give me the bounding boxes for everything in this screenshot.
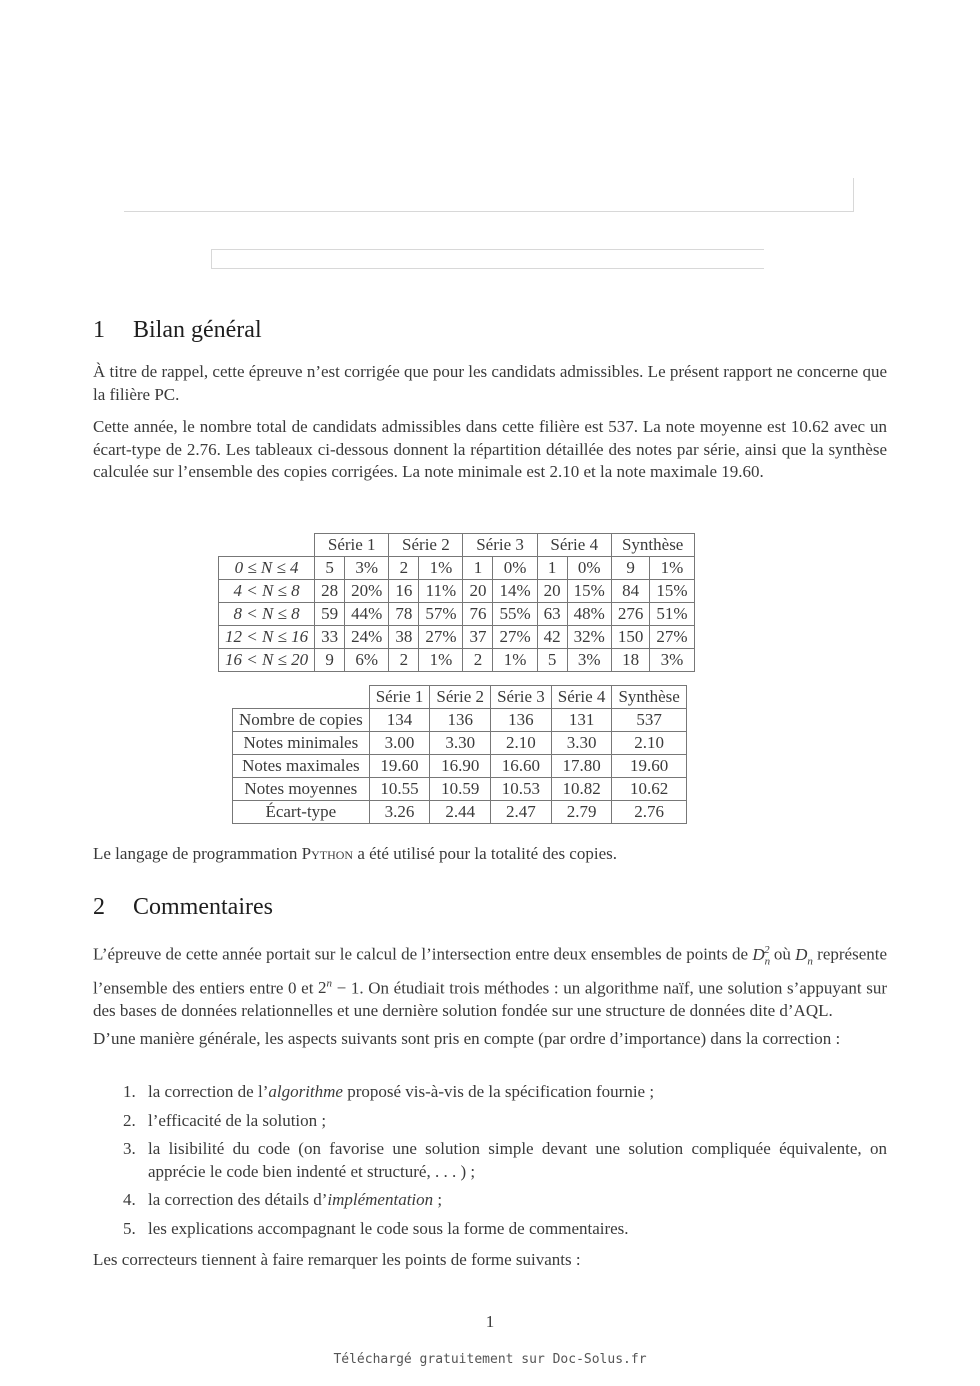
table-cell: 0% — [493, 557, 537, 580]
table-cell: 78 — [389, 603, 419, 626]
column-header: Synthèse — [612, 686, 686, 709]
list-text: la lisibilité du code (on favorise une solution simple devant une solution compliquée équivalente, on apprécie le code bien indenté et structuré, . . . ) ; — [148, 1139, 887, 1181]
table-cell: 57% — [419, 603, 463, 626]
list-number: 2. — [123, 1110, 136, 1130]
row-label-cell: Nombre de copies — [233, 709, 370, 732]
blank-subheader-box — [211, 249, 764, 269]
column-header: Série 2 — [430, 686, 491, 709]
table-cell: 20% — [345, 580, 389, 603]
list-item — [123, 1110, 887, 1133]
table-corner-cell — [219, 534, 315, 557]
section-heading-bilan — [93, 317, 262, 344]
table-cell: 27% — [650, 626, 694, 649]
table-cell: 1 — [463, 557, 493, 580]
distribution-table-body — [219, 557, 695, 672]
row-label-cell: Écart-type — [233, 801, 370, 824]
section-number: 1 — [93, 317, 105, 343]
table-cell: 20 — [537, 580, 567, 603]
table-row — [219, 557, 695, 580]
math-2n: 2$^n$ — [318, 977, 333, 998]
table-cell: 11% — [419, 580, 463, 603]
column-header: Série 3 — [463, 534, 537, 557]
intro-text: L’épreuve de cette année portait sur le calcul de l’intersection entre deux ensembles de points de — [93, 944, 753, 964]
table-cell: 55% — [493, 603, 537, 626]
table-cell: 3% — [567, 649, 611, 672]
list-emphasis: implémentation — [327, 1190, 434, 1209]
table-cell: 9 — [315, 649, 345, 672]
table-cell: 15% — [567, 580, 611, 603]
row-label-cell: Notes moyennes — [233, 778, 370, 801]
table-cell: 84 — [611, 580, 650, 603]
table-cell: 136 — [430, 709, 491, 732]
table-cell: 76 — [463, 603, 493, 626]
table-cell: 3% — [650, 649, 694, 672]
list-text: les explications accompagnant le code sous la forme de commentaires. — [148, 1218, 629, 1238]
list-emphasis: algorithme — [268, 1082, 343, 1101]
table-cell: 3.30 — [430, 732, 491, 755]
range-cell: 0 ≤ N ≤ 4 — [219, 557, 315, 580]
intro-text: représente l’ensemble des entiers entre 0 et — [93, 944, 888, 998]
table-cell: 1% — [493, 649, 537, 672]
table-cell: 17.80 — [551, 755, 612, 778]
section-title: Bilan général — [133, 317, 262, 343]
table-row — [233, 778, 687, 801]
range-cell: 8 < N ≤ 8 — [219, 603, 315, 626]
criteria-list — [123, 1081, 887, 1246]
column-header: Série 1 — [315, 534, 389, 557]
table-cell: 276 — [611, 603, 650, 626]
table-cell: 10.55 — [369, 778, 430, 801]
table-cell: 134 — [369, 709, 430, 732]
table-row — [219, 649, 695, 672]
table-cell: 15% — [650, 580, 694, 603]
table-cell: 48% — [567, 603, 611, 626]
python-name: Python — [301, 844, 354, 863]
python-text-before: Le langage de programmation — [93, 844, 302, 863]
table-cell: 32% — [567, 626, 611, 649]
range-cell: 12 < N ≤ 16 — [219, 626, 315, 649]
table-cell: 3.00 — [369, 732, 430, 755]
list-text: la correction de l’ — [148, 1082, 269, 1101]
paragraph-epreuve — [93, 939, 887, 1022]
python-text-after: a été utilisé pour la totalité des copies. — [353, 844, 617, 863]
row-label-cell: Notes minimales — [233, 732, 370, 755]
list-text: ; — [433, 1190, 443, 1209]
paragraph-closing: Les correcteurs tiennent à faire remarquer les points de forme suivants : — [93, 1250, 581, 1269]
table-row — [233, 755, 687, 778]
table-cell: 44% — [345, 603, 389, 626]
table-cell: 51% — [650, 603, 694, 626]
list-number: 3. — [123, 1139, 136, 1158]
table-cell: 27% — [493, 626, 537, 649]
table-cell: 59 — [315, 603, 345, 626]
list-text: l’efficacité de la solution ; — [148, 1110, 327, 1130]
table-cell: 24% — [345, 626, 389, 649]
table-row — [233, 709, 687, 732]
table-cell: 18 — [611, 649, 650, 672]
table-cell: 5 — [537, 649, 567, 672]
row-label-cell: Notes maximales — [233, 755, 370, 778]
list-text: proposé vis-à-vis de la spécification fournie ; — [342, 1082, 655, 1101]
table-cell: 3.26 — [369, 801, 430, 824]
table-cell: 131 — [551, 709, 612, 732]
table-row — [233, 801, 687, 824]
table-cell: 63 — [537, 603, 567, 626]
table-cell: 5 — [315, 557, 345, 580]
list-item — [123, 1138, 887, 1183]
table-cell: 27% — [419, 626, 463, 649]
paragraph-rappel: À titre de rappel, cette épreuve n’est corrigée que pour les candidats admissibles. Le présent rapport ne concerne que la filière PC. — [93, 362, 887, 404]
summary-table — [232, 685, 687, 824]
column-header: Synthèse — [611, 534, 694, 557]
table-cell: 1% — [419, 649, 463, 672]
paragraph-statistiques: Cette année, le nombre total de candidats admissibles dans cette filière est 537. La note moyenne est 10.62 avec un écart-type de 2.76. Les tableaux ci-dessous donnent la répartition détaillée des notes par série, ainsi que la synthèse calculée sur l’ensemble des copies corrigées. La note minimale est 2.10 et la note maximale 19.60. — [93, 417, 887, 481]
table-cell: 16 — [389, 580, 419, 603]
table-cell: 2.10 — [612, 732, 686, 755]
table-cell: 19.60 — [369, 755, 430, 778]
table-header-row — [233, 686, 687, 709]
table-cell: 2.79 — [551, 801, 612, 824]
table-cell: 33 — [315, 626, 345, 649]
column-header: Série 3 — [491, 686, 552, 709]
table-cell: 3% — [345, 557, 389, 580]
table-cell: 1 — [537, 557, 567, 580]
table-cell: 136 — [491, 709, 552, 732]
table-cell: 28 — [315, 580, 345, 603]
table-cell: 10.82 — [551, 778, 612, 801]
intro-text: − 1. On étudiait trois méthodes : un algorithme naïf, une solution s’appuyant sur des bases de données relationnelles et une dernière solution fondée sur une structure de données dite d’AQL. — [93, 978, 887, 1020]
table-cell: 42 — [537, 626, 567, 649]
range-cell: 16 < N ≤ 20 — [219, 649, 315, 672]
intro-text: où — [769, 944, 796, 964]
page-number: 1 — [485, 1312, 495, 1331]
table-cell: 0% — [567, 557, 611, 580]
table-header-row — [219, 534, 695, 557]
table-cell: 2.10 — [491, 732, 552, 755]
section-number: 2 — [93, 894, 105, 920]
footer-credit: Téléchargé gratuitement sur Doc-Solus.fr — [333, 1352, 647, 1367]
paragraph-aspects: D’une manière générale, les aspects suivants sont pris en compte (par ordre d’importance) dans la correction : — [93, 1029, 841, 1048]
list-text: la correction des détails d’ — [148, 1190, 328, 1209]
table-cell: 37 — [463, 626, 493, 649]
table-cell: 9 — [611, 557, 650, 580]
distribution-table — [218, 533, 695, 672]
column-header: Série 2 — [389, 534, 463, 557]
table-cell: 16.60 — [491, 755, 552, 778]
table-cell: 20 — [463, 580, 493, 603]
table-cell: 2.44 — [430, 801, 491, 824]
table-cell: 6% — [345, 649, 389, 672]
table-row — [219, 603, 695, 626]
list-number: 5. — [123, 1218, 136, 1238]
table-cell: 2.76 — [612, 801, 686, 824]
table-cell: 2 — [463, 649, 493, 672]
list-item — [123, 1081, 887, 1104]
table-cell: 1% — [419, 557, 463, 580]
list-item — [123, 1218, 887, 1241]
table-cell: 150 — [611, 626, 650, 649]
table-cell: 2 — [389, 649, 419, 672]
table-cell: 3.30 — [551, 732, 612, 755]
paragraph-python — [93, 843, 887, 866]
section-heading-commentaires — [93, 894, 273, 921]
blank-header-box — [124, 178, 854, 212]
column-header: Série 4 — [551, 686, 612, 709]
table-cell: 2 — [389, 557, 419, 580]
math-dn2: $D_n^2$ — [752, 944, 771, 968]
table-cell: 14% — [493, 580, 537, 603]
table-cell: 10.59 — [430, 778, 491, 801]
summary-table-body — [233, 709, 687, 824]
range-cell: 4 < N ≤ 8 — [219, 580, 315, 603]
table-cell: 537 — [612, 709, 686, 732]
column-header: Série 4 — [537, 534, 611, 557]
table-cell: 10.62 — [612, 778, 686, 801]
table-cell: 2.47 — [491, 801, 552, 824]
column-header: Série 1 — [369, 686, 430, 709]
table-cell: 1% — [650, 557, 694, 580]
table-corner-cell — [233, 686, 370, 709]
list-item — [123, 1189, 887, 1212]
table-row — [233, 732, 687, 755]
list-number: 1. — [123, 1082, 136, 1101]
table-cell: 16.90 — [430, 755, 491, 778]
list-number: 4. — [123, 1190, 136, 1209]
table-cell: 38 — [389, 626, 419, 649]
math-dn: $D_n$ — [795, 944, 813, 968]
table-row — [219, 626, 695, 649]
table-row — [219, 580, 695, 603]
table-cell: 10.53 — [491, 778, 552, 801]
section-title: Commentaires — [133, 894, 273, 920]
table-cell: 19.60 — [612, 755, 686, 778]
